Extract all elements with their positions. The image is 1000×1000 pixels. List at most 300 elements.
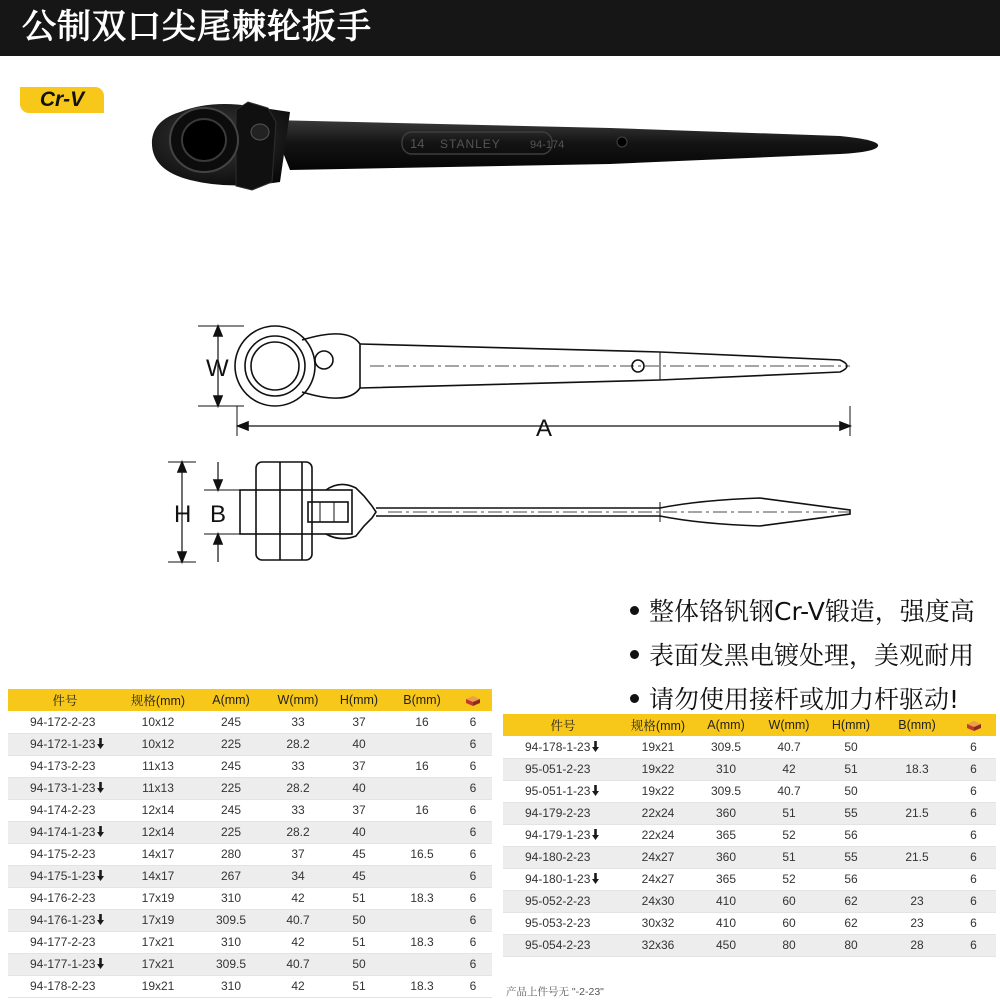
cell-b bbox=[390, 931, 454, 953]
table-row bbox=[8, 777, 492, 799]
cell-a bbox=[194, 821, 268, 843]
cell-part-no-text: 94-179-2-23 bbox=[525, 806, 591, 820]
down-arrow-icon bbox=[97, 826, 104, 837]
cell-h bbox=[819, 934, 883, 956]
cell-part-no bbox=[503, 868, 623, 890]
cell-w-text: 42 bbox=[291, 935, 305, 949]
table-row bbox=[8, 953, 492, 975]
cell-part-no-text: 94-176-2-23 bbox=[30, 891, 96, 905]
down-arrow-icon bbox=[592, 785, 599, 796]
cell-b-text: 21.5 bbox=[905, 850, 929, 864]
cell-w bbox=[268, 887, 328, 909]
cell-size-text: 17x21 bbox=[141, 935, 175, 949]
cell-size bbox=[623, 802, 693, 824]
cell-package-qty bbox=[454, 843, 492, 865]
bullet-icon bbox=[630, 650, 639, 659]
photo-part-marking: 94-174 bbox=[530, 139, 565, 151]
cell-w-text: 52 bbox=[782, 872, 796, 886]
cell-part-no-text: 94-177-2-23 bbox=[30, 935, 96, 949]
cell-h bbox=[819, 846, 883, 868]
cell-part-no bbox=[503, 934, 623, 956]
cell-package-qty-text: 6 bbox=[469, 714, 477, 729]
cell-package-qty-text: 6 bbox=[469, 891, 477, 905]
cell-package-qty bbox=[951, 868, 996, 890]
cell-size bbox=[122, 799, 194, 821]
cell-a bbox=[194, 843, 268, 865]
cell-size bbox=[122, 953, 194, 975]
cell-w-text: 28.2 bbox=[286, 737, 310, 751]
cell-h-text: 45 bbox=[352, 869, 366, 883]
cell-package-qty bbox=[454, 953, 492, 975]
cell-w-text: 37 bbox=[291, 847, 305, 861]
feature-list bbox=[630, 588, 1000, 720]
cell-w-text: 80 bbox=[782, 938, 796, 952]
cell-w bbox=[268, 755, 328, 777]
cell-package-qty-text: 6 bbox=[970, 938, 977, 952]
cell-size-text: 17x19 bbox=[141, 891, 175, 905]
table-row bbox=[8, 799, 492, 821]
cell-size bbox=[623, 912, 693, 934]
cell-b bbox=[390, 953, 454, 975]
table-row bbox=[8, 821, 492, 843]
table-row bbox=[503, 846, 996, 868]
table-header-row bbox=[503, 714, 996, 736]
cell-w-text: 33 bbox=[291, 803, 305, 817]
cell-b bbox=[390, 711, 454, 733]
cell-h bbox=[819, 868, 883, 890]
cell-w bbox=[268, 843, 328, 865]
cell-w bbox=[759, 824, 819, 846]
cell-w bbox=[759, 912, 819, 934]
col-header-package bbox=[454, 689, 492, 711]
cell-package-qty-text: 6 bbox=[970, 806, 977, 820]
cell-h bbox=[819, 736, 883, 758]
cell-a bbox=[194, 953, 268, 975]
cell-b-text: 18.3 bbox=[905, 762, 929, 776]
cell-part-no bbox=[8, 931, 122, 953]
cell-b bbox=[883, 846, 951, 868]
down-arrow-icon bbox=[97, 958, 104, 969]
cell-size-text: 19x21 bbox=[641, 739, 675, 754]
cell-w-text: 40.7 bbox=[777, 739, 801, 754]
cell-w-text: 51 bbox=[782, 806, 796, 820]
table-row bbox=[8, 909, 492, 931]
cell-part-no bbox=[503, 846, 623, 868]
cell-a bbox=[693, 934, 759, 956]
cell-part-no bbox=[8, 865, 122, 887]
cell-size-text: 17x21 bbox=[141, 957, 175, 971]
cell-size-text: 11x13 bbox=[142, 781, 174, 795]
cell-a bbox=[194, 887, 268, 909]
cell-h-text: 50 bbox=[352, 957, 366, 971]
cell-size bbox=[122, 887, 194, 909]
cell-a bbox=[194, 865, 268, 887]
cell-part-no bbox=[503, 758, 623, 780]
cell-package-qty bbox=[454, 799, 492, 821]
cell-part-no-text: 94-174-2-23 bbox=[30, 803, 96, 817]
cell-size bbox=[122, 711, 194, 733]
cell-w bbox=[268, 931, 328, 953]
cell-package-qty bbox=[951, 780, 996, 802]
cell-size-text: 19x22 bbox=[641, 762, 675, 776]
cell-package-qty bbox=[454, 909, 492, 931]
cell-h-text: 56 bbox=[844, 828, 858, 842]
cell-size-text: 22x24 bbox=[641, 828, 675, 842]
cell-size bbox=[122, 865, 194, 887]
cell-b bbox=[390, 777, 454, 799]
cell-package-qty bbox=[951, 824, 996, 846]
cell-size bbox=[122, 975, 194, 997]
cell-b-text: 16 bbox=[415, 714, 429, 729]
cell-package-qty-text: 6 bbox=[970, 739, 977, 754]
table-row bbox=[8, 887, 492, 909]
cell-part-no bbox=[8, 909, 122, 931]
footnote: 产品上件号无 "-2-23" bbox=[506, 986, 604, 998]
cell-w bbox=[759, 934, 819, 956]
cell-size-text: 30x32 bbox=[641, 916, 675, 930]
table-header-row bbox=[8, 689, 492, 711]
cell-size-text: 24x27 bbox=[641, 850, 675, 864]
package-box-icon bbox=[465, 695, 481, 707]
cell-size bbox=[623, 890, 693, 912]
cell-package-qty-text: 6 bbox=[469, 737, 477, 751]
cell-part-no bbox=[503, 824, 623, 846]
cell-h bbox=[328, 843, 390, 865]
cell-size-text: 24x27 bbox=[641, 872, 675, 886]
cell-package-qty-text: 6 bbox=[970, 850, 977, 864]
cell-w bbox=[759, 802, 819, 824]
cell-size bbox=[623, 824, 693, 846]
cell-h-text: 37 bbox=[352, 714, 366, 729]
cell-package-qty bbox=[454, 755, 492, 777]
table-row bbox=[503, 736, 996, 758]
table-row bbox=[503, 802, 996, 824]
col-header-package bbox=[951, 714, 996, 736]
table-row bbox=[503, 912, 996, 934]
cell-package-qty bbox=[951, 758, 996, 780]
down-arrow-icon bbox=[97, 870, 104, 881]
table-row bbox=[8, 843, 492, 865]
cell-size-text: 10x12 bbox=[141, 714, 175, 729]
cell-b bbox=[883, 912, 951, 934]
cell-package-qty-text: 6 bbox=[970, 762, 977, 776]
cell-a-text: 245 bbox=[220, 803, 242, 817]
cell-size-text: 12x14 bbox=[141, 803, 175, 817]
cell-part-no-text: 94-175-2-23 bbox=[30, 847, 96, 861]
drawing-label-b: B bbox=[210, 501, 227, 528]
cell-h-text: 50 bbox=[844, 739, 858, 754]
down-arrow-icon bbox=[97, 914, 104, 925]
cell-w-text: 33 bbox=[291, 714, 305, 729]
cell-a-text: 365 bbox=[715, 828, 737, 842]
cell-package-qty bbox=[454, 733, 492, 755]
cell-w bbox=[268, 777, 328, 799]
cell-size-text: 14x17 bbox=[141, 869, 175, 883]
cell-a-text: 310 bbox=[220, 935, 242, 949]
cell-package-qty bbox=[454, 887, 492, 909]
cell-a-text: 309.5 bbox=[215, 913, 247, 927]
cell-package-qty-text: 6 bbox=[970, 784, 977, 798]
material-badge: Cr-V bbox=[20, 87, 104, 113]
cell-h-text: 50 bbox=[352, 913, 366, 927]
cell-w-text: 42 bbox=[291, 979, 305, 993]
cell-package-qty bbox=[454, 777, 492, 799]
cell-b bbox=[390, 843, 454, 865]
cell-h bbox=[819, 824, 883, 846]
technical-drawing bbox=[160, 300, 880, 580]
cell-h-text: 62 bbox=[844, 916, 858, 930]
cell-size-text: 14x17 bbox=[141, 847, 175, 861]
cell-a bbox=[693, 912, 759, 934]
cell-size-text: 11x13 bbox=[142, 759, 174, 773]
down-arrow-icon bbox=[97, 738, 104, 749]
cell-size bbox=[122, 755, 194, 777]
cell-part-no-text: 94-178-2-23 bbox=[30, 979, 96, 993]
cell-b-text: 16 bbox=[415, 803, 429, 817]
cell-part-no-text: 95-051-1-23 bbox=[525, 784, 591, 798]
col-header-size: 规格(mm) bbox=[122, 689, 194, 711]
cell-part-no bbox=[503, 736, 623, 758]
down-arrow-icon bbox=[592, 741, 599, 752]
cell-b bbox=[390, 755, 454, 777]
cell-part-no bbox=[8, 777, 122, 799]
feature-item bbox=[630, 632, 1000, 676]
cell-w-text: 60 bbox=[782, 916, 796, 930]
cell-size-text: 24x30 bbox=[641, 894, 675, 908]
cell-w bbox=[268, 909, 328, 931]
cell-w bbox=[759, 780, 819, 802]
cell-package-qty-text: 6 bbox=[970, 872, 977, 886]
cell-b bbox=[390, 909, 454, 931]
cell-package-qty-text: 6 bbox=[469, 957, 477, 971]
cell-w-text: 51 bbox=[782, 850, 796, 864]
cell-h bbox=[328, 777, 390, 799]
spec-table-left bbox=[8, 689, 492, 998]
cell-w bbox=[268, 733, 328, 755]
cell-package-qty bbox=[951, 802, 996, 824]
down-arrow-icon bbox=[592, 873, 599, 884]
cell-a bbox=[693, 890, 759, 912]
cell-h-text: 51 bbox=[844, 762, 858, 776]
cell-b-text: 23 bbox=[910, 894, 924, 908]
cell-part-no-text: 94-173-1-23 bbox=[30, 781, 96, 795]
cell-part-no-text: 94-175-1-23 bbox=[30, 869, 96, 883]
cell-h bbox=[328, 953, 390, 975]
cell-a-text: 245 bbox=[220, 759, 242, 773]
cell-package-qty bbox=[951, 846, 996, 868]
cell-h bbox=[328, 887, 390, 909]
cell-w-text: 40.7 bbox=[286, 957, 310, 971]
cell-b bbox=[390, 799, 454, 821]
col-header-b: B(mm) bbox=[883, 714, 951, 736]
table-row bbox=[8, 755, 492, 777]
cell-b bbox=[390, 887, 454, 909]
cell-h bbox=[328, 799, 390, 821]
bullet-icon bbox=[630, 606, 639, 615]
col-header-part-no: 件号 bbox=[503, 714, 623, 736]
cell-package-qty bbox=[951, 912, 996, 934]
cell-b bbox=[883, 868, 951, 890]
cell-a-text: 225 bbox=[220, 737, 242, 751]
cell-a bbox=[693, 802, 759, 824]
cell-a bbox=[194, 777, 268, 799]
cell-w-text: 34 bbox=[291, 869, 305, 883]
cell-a-text: 450 bbox=[715, 938, 737, 952]
feature-text: 表面发黑电镀处理，美观耐用 bbox=[649, 641, 975, 670]
table-row bbox=[503, 758, 996, 780]
cell-b-text: 18.3 bbox=[410, 979, 434, 993]
cell-h-text: 37 bbox=[352, 803, 366, 817]
cell-h-text: 37 bbox=[352, 759, 366, 773]
col-header-part-no: 件号 bbox=[8, 689, 122, 711]
cell-part-no bbox=[8, 711, 122, 733]
cell-part-no-text: 94-180-1-23 bbox=[525, 872, 591, 886]
cell-package-qty bbox=[454, 975, 492, 997]
cell-part-no bbox=[503, 802, 623, 824]
cell-a-text: 309.5 bbox=[710, 739, 742, 754]
cell-size bbox=[122, 821, 194, 843]
cell-part-no-text: 95-052-2-23 bbox=[525, 894, 591, 908]
cell-b bbox=[390, 733, 454, 755]
feature-text: 请勿使用接杆或加力杆驱动! bbox=[649, 685, 960, 714]
cell-size-text: 32x36 bbox=[641, 938, 675, 952]
cell-a-text: 225 bbox=[220, 781, 242, 795]
cell-part-no-text: 95-051-2-23 bbox=[525, 762, 591, 776]
cell-size bbox=[623, 868, 693, 890]
cell-a-text: 310 bbox=[715, 762, 737, 776]
cell-a-text: 365 bbox=[715, 872, 737, 886]
cell-h-text: 40 bbox=[352, 825, 366, 839]
cell-part-no-text: 94-180-2-23 bbox=[525, 850, 591, 864]
cell-b-text: 18.3 bbox=[410, 891, 434, 905]
cell-package-qty bbox=[454, 931, 492, 953]
cell-w-text: 33 bbox=[291, 759, 305, 773]
cell-package-qty-text: 6 bbox=[469, 913, 477, 927]
cell-a-text: 310 bbox=[220, 891, 242, 905]
cell-part-no-text: 95-054-2-23 bbox=[525, 938, 591, 952]
cell-h bbox=[328, 975, 390, 997]
cell-h bbox=[819, 758, 883, 780]
cell-package-qty bbox=[951, 890, 996, 912]
cell-a-text: 309.5 bbox=[215, 957, 247, 971]
cell-b bbox=[883, 758, 951, 780]
cell-a-text: 309.5 bbox=[710, 784, 742, 798]
cell-package-qty-text: 6 bbox=[469, 803, 477, 817]
cell-h-text: 62 bbox=[844, 894, 858, 908]
table-row bbox=[8, 975, 492, 997]
cell-w-text: 28.2 bbox=[286, 781, 310, 795]
cell-w-text: 42 bbox=[782, 762, 796, 776]
wrench-photo bbox=[140, 82, 880, 212]
cell-package-qty-text: 6 bbox=[469, 869, 477, 883]
cell-h-text: 51 bbox=[352, 891, 366, 905]
cell-part-no bbox=[503, 912, 623, 934]
cell-a bbox=[194, 931, 268, 953]
cell-part-no bbox=[8, 887, 122, 909]
cell-w bbox=[268, 711, 328, 733]
col-header-h: H(mm) bbox=[819, 714, 883, 736]
cell-a bbox=[194, 799, 268, 821]
cell-b-text: 21.5 bbox=[905, 806, 929, 820]
cell-w-text: 42 bbox=[291, 891, 305, 905]
cell-size bbox=[122, 843, 194, 865]
cell-package-qty bbox=[454, 865, 492, 887]
cell-w bbox=[268, 975, 328, 997]
cell-package-qty bbox=[951, 934, 996, 956]
cell-b bbox=[883, 890, 951, 912]
feature-item bbox=[630, 588, 1000, 632]
cell-h-text: 50 bbox=[844, 784, 858, 798]
package-box-icon bbox=[966, 720, 982, 732]
cell-a-text: 410 bbox=[715, 894, 737, 908]
cell-h bbox=[819, 802, 883, 824]
page-header bbox=[0, 0, 1000, 56]
cell-part-no bbox=[8, 755, 122, 777]
cell-package-qty-text: 6 bbox=[970, 894, 977, 908]
cell-size-text: 22x24 bbox=[641, 806, 675, 820]
cell-w bbox=[759, 846, 819, 868]
cell-h-text: 40 bbox=[352, 781, 366, 795]
cell-w-text: 52 bbox=[782, 828, 796, 842]
cell-size bbox=[122, 909, 194, 931]
cell-part-no bbox=[8, 843, 122, 865]
cell-a bbox=[194, 909, 268, 931]
cell-w bbox=[759, 736, 819, 758]
cell-h-text: 56 bbox=[844, 872, 858, 886]
cell-part-no-text: 94-173-2-23 bbox=[30, 759, 96, 773]
bullet-icon bbox=[630, 694, 639, 703]
cell-package-qty-text: 6 bbox=[469, 825, 477, 839]
cell-h bbox=[819, 890, 883, 912]
table-row bbox=[503, 934, 996, 956]
cell-a bbox=[693, 736, 759, 758]
cell-size bbox=[623, 736, 693, 758]
cell-a bbox=[693, 780, 759, 802]
table-row bbox=[8, 711, 492, 733]
cell-package-qty-text: 6 bbox=[469, 935, 477, 949]
cell-part-no bbox=[8, 799, 122, 821]
drawing-label-w: W bbox=[206, 355, 229, 382]
cell-w bbox=[759, 890, 819, 912]
drawing-label-a: A bbox=[536, 415, 553, 442]
cell-part-no bbox=[8, 953, 122, 975]
cell-size bbox=[623, 758, 693, 780]
cell-b-text: 16 bbox=[415, 759, 429, 773]
cell-size bbox=[122, 931, 194, 953]
cell-h-text: 80 bbox=[844, 938, 858, 952]
feature-text: 整体铬钒钢Cr-V锻造，强度高 bbox=[649, 597, 975, 626]
cell-w-text: 40.7 bbox=[286, 913, 310, 927]
cell-part-no bbox=[8, 733, 122, 755]
cell-b-text: 23 bbox=[910, 916, 924, 930]
cell-size-text: 19x21 bbox=[141, 979, 175, 993]
cell-h bbox=[328, 733, 390, 755]
cell-w bbox=[759, 868, 819, 890]
cell-a bbox=[693, 758, 759, 780]
cell-w-text: 40.7 bbox=[777, 784, 801, 798]
cell-h bbox=[819, 912, 883, 934]
cell-part-no-text: 94-172-2-23 bbox=[30, 714, 96, 729]
cell-w bbox=[268, 799, 328, 821]
drawing-label-h: H bbox=[174, 501, 192, 528]
cell-part-no-text: 94-176-1-23 bbox=[30, 913, 96, 927]
cell-h bbox=[328, 865, 390, 887]
cell-b bbox=[390, 821, 454, 843]
cell-size bbox=[623, 780, 693, 802]
cell-h-text: 40 bbox=[352, 737, 366, 751]
cell-a bbox=[693, 824, 759, 846]
cell-w-text: 28.2 bbox=[286, 825, 310, 839]
